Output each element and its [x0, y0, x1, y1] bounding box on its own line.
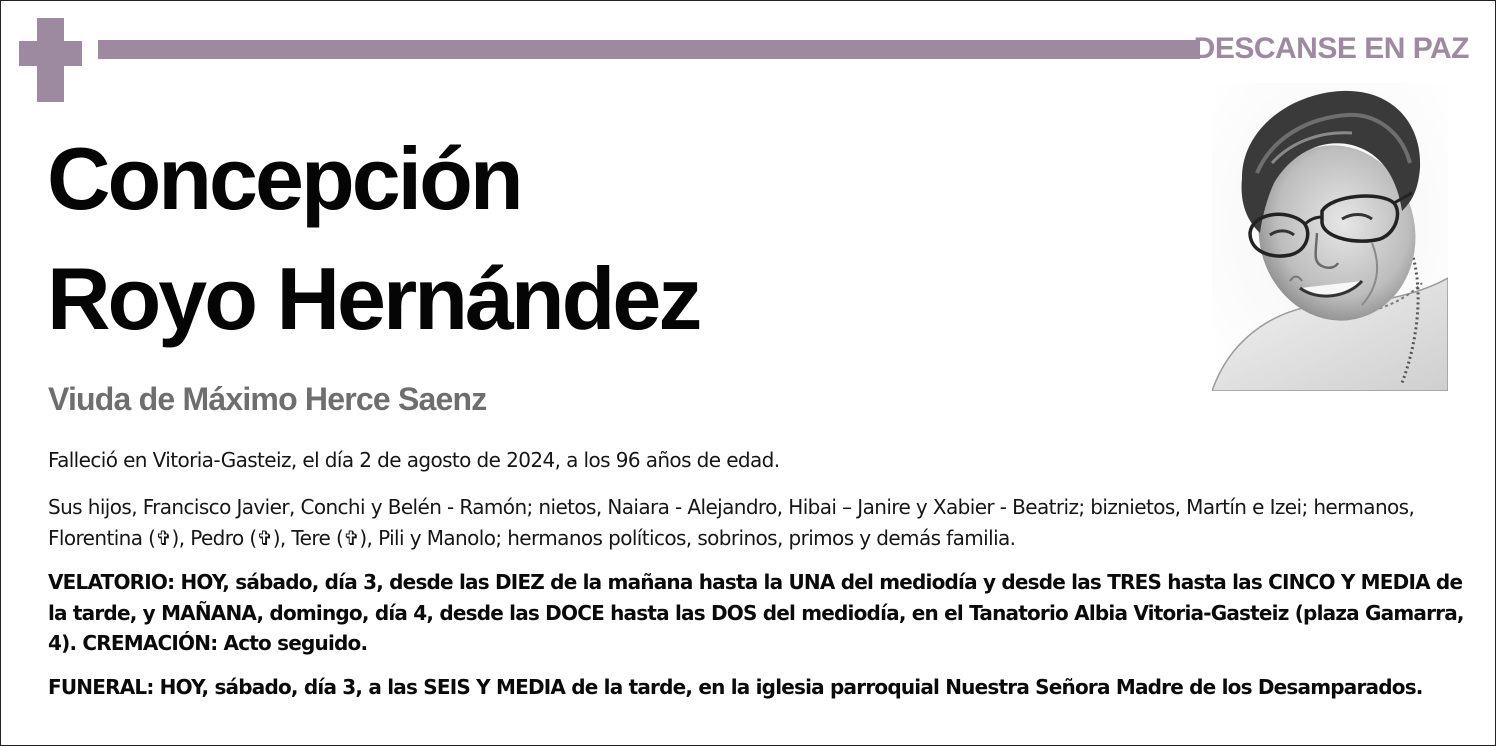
- funeral-details: FUNERAL: HOY, sábado, día 3, a las SEIS Y MEDIA de la tarde, en la iglesia parroquial Nuestra Señora Madre de los Desamparados.: [48, 675, 1423, 699]
- surnames: Royo Hernández: [47, 249, 700, 348]
- first-name: Concepción: [47, 129, 521, 228]
- header-rule: [98, 40, 1200, 59]
- deceased-name: [47, 119, 699, 359]
- family-list: Sus hijos, Francisco Javier, Conchi y Belén - Ramón; nietos, Naiara - Alejandro, Hibai – Janire y Xabier - Beatriz; biznietos, Martín e Izei; hermanos, Florentina (✞), Pedro (✞), Tere (✞), Pili y Manolo; hermanos políticos, sobrinos, primos y demás familia.: [48, 495, 1415, 550]
- rip-label: DESCANSE EN PAZ: [1193, 32, 1469, 65]
- death-statement: Falleció en Vitoria-Gasteiz, el día 2 de agosto de 2024, a los 96 años de edad.: [48, 448, 780, 472]
- portrait-photo: [1212, 83, 1448, 391]
- widow-of-line: Viuda de Máximo Herce Saenz: [48, 381, 487, 417]
- wake-details: VELATORIO: HOY, sábado, día 3, desde las DIEZ de la mañana hasta la UNA del mediodía y desde las TRES hasta las CINCO Y MEDIA de la tarde, y MAÑANA, domingo, día 4, desde las DOCE hasta las DOS del mediodía, en el Tanatorio Albia Vitoria-Gasteiz (plaza Gamarra, 4). CREMACIÓN: Acto seguido.: [48, 570, 1464, 655]
